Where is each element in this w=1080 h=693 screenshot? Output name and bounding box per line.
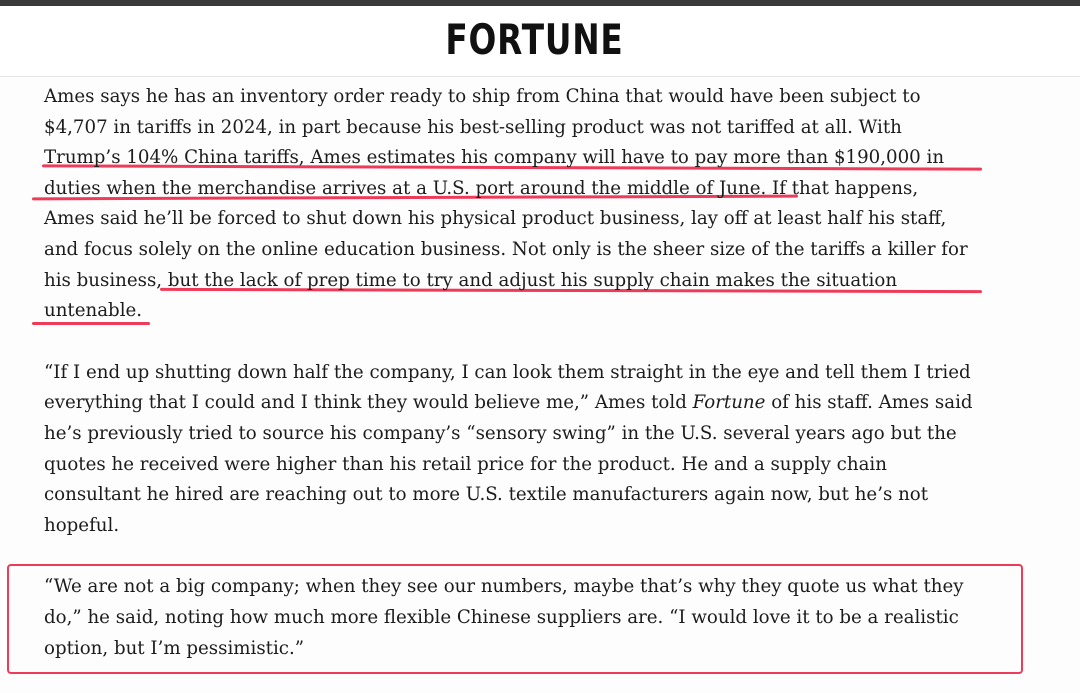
text-line: quotes he received were higher than his retail price for the product. He and a supply chain [44, 453, 887, 475]
text-line: his business, but the lack of prep time to try and adjust his supply chain makes the situation [44, 269, 898, 291]
text-line: consultant he hired are reaching out to more U.S. textile manufacturers again now, but he’s not [44, 484, 929, 506]
text-span: of his staff. Ames said [765, 392, 973, 414]
text-line: $4,707 in tariffs in 2024, in part because his best-selling product was not tariffed at all. With [44, 116, 902, 138]
publication-name: Fortune [692, 392, 766, 414]
text-line: “If I end up shutting down half the company, I can look them straight in the eye and tell them I tried [44, 361, 971, 383]
text-line: he’s previously tried to source his company’s “sensory swing” in the U.S. several years ago but the [44, 422, 957, 444]
paragraph [44, 82, 1044, 327]
article-body [44, 82, 1044, 664]
text-line: Ames said he’ll be forced to shut down his physical product business, lay off at least half his staff, [44, 208, 947, 230]
text-line: Ames says he has an inventory order ready to ship from China that would have been subject to [44, 86, 921, 107]
text-line: “We are not a big company; when they see our numbers, maybe that’s why they quote us what they [44, 576, 964, 598]
masthead [0, 6, 1080, 77]
text-line: option, but I’m pessimistic.” [44, 637, 305, 659]
text-line [44, 388, 1044, 419]
paragraph [44, 572, 1044, 664]
text-span: everything that I could and I think they would believe me,” Ames told [44, 392, 687, 414]
text-line: Trump’s 104% China tariffs, Ames estimates his company will have to pay more than $190,000 in [44, 147, 945, 169]
text-line: and focus solely on the online education business. Not only is the sheer size of the tariffs a killer for [44, 238, 968, 260]
text-line: untenable. [44, 300, 143, 322]
text-line: do,” he said, noting how much more flexible Chinese suppliers are. “I would love it to be a realistic [44, 606, 959, 628]
text-line: hopeful. [44, 514, 120, 536]
text-line: duties when the merchandise arrives at a U.S. port around the middle of June. If that happens, [44, 177, 919, 199]
fortune-logo[interactable]: FORTUNE [445, 15, 624, 64]
paragraph [44, 358, 1044, 542]
